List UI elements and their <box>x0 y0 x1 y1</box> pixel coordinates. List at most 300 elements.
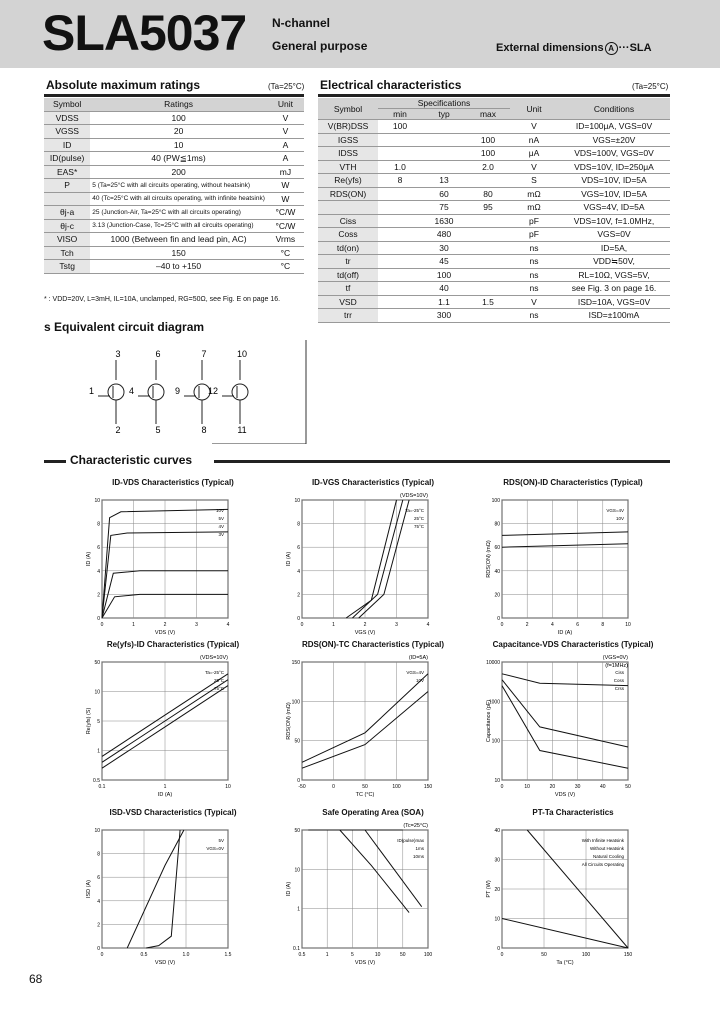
elec-typ <box>422 147 466 161</box>
abs-rating: 200 <box>90 165 267 179</box>
chart-8 <box>484 818 654 978</box>
x-tick-label: 1 <box>132 622 135 628</box>
elec-unit: ns <box>510 268 558 282</box>
elec-unit: mΩ <box>510 187 558 201</box>
elec-unit: mΩ <box>510 201 558 215</box>
y-tick-label: 0 <box>297 778 300 784</box>
elec-max: 80 <box>466 187 510 201</box>
elec-max <box>466 120 510 134</box>
chart-title: RDS(ON)-TC Characteristics (Typical) <box>301 640 445 649</box>
y-axis-label: RDS(ON) (mΩ) <box>286 702 292 740</box>
abs-rating: 20 <box>90 125 267 139</box>
y-tick-label: 100 <box>491 498 500 504</box>
elec-conditions: ISD=±100mA <box>558 309 670 323</box>
legend-label: Without Heatsink <box>589 846 624 851</box>
x-tick-label: 4 <box>226 622 230 628</box>
purpose: General purpose <box>272 39 368 53</box>
y-tick-label: 30 <box>494 857 500 864</box>
legend-label: 25°C <box>413 516 424 521</box>
y-tick-label: 10000 <box>486 660 500 666</box>
elec-row <box>318 174 670 188</box>
x-tick-label: 50 <box>625 784 631 790</box>
elec-typ: 1630 <box>422 214 466 228</box>
legend-label: ID(pulse)max <box>397 838 424 843</box>
elec-symbol: trr <box>318 309 378 323</box>
elec-min <box>378 228 422 242</box>
chart-curve <box>502 686 628 769</box>
x-tick-label: 0.5 <box>140 952 148 958</box>
abs-unit: mJ <box>267 165 304 179</box>
elec-conditions: ID=100μA, VGS=0V <box>558 120 670 134</box>
abs-symbol: ID(pulse) <box>44 152 90 166</box>
elec-symbol: td(off) <box>318 268 378 282</box>
x-tick-label: 10 <box>625 622 631 628</box>
chart-0 <box>84 488 254 648</box>
legend-label: VGS=0V <box>206 846 224 851</box>
page-number: 68 <box>29 972 43 986</box>
x-tick-label: 2 <box>163 622 167 628</box>
x-axis-label: TC (°C) <box>355 792 375 798</box>
y-tick-label: 10 <box>94 828 100 834</box>
elec-row <box>318 295 670 309</box>
elec-symbol: IGSS <box>318 133 378 147</box>
y-tick-label: 8 <box>297 521 300 528</box>
chart-curve <box>502 544 628 548</box>
elec-conditions: ID=5A, <box>558 241 670 255</box>
elec-conditions: VDS=10V, ID=250μA <box>558 160 670 174</box>
abs-rating: 150 <box>90 246 267 260</box>
elec-row <box>318 120 670 134</box>
elec-symbol: Coss <box>318 228 378 242</box>
elec-table <box>318 98 670 323</box>
chart-curve <box>502 680 628 747</box>
y-tick-label: 0.5 <box>93 778 100 784</box>
elec-typ: 300 <box>422 309 466 323</box>
abs-symbol: Tstg <box>44 260 90 274</box>
abs-max-condition: (Ta=25°C) <box>268 82 305 91</box>
x-tick-label: 0 <box>500 784 504 790</box>
y-axis-label: ID (A) <box>286 551 292 567</box>
elec-max <box>466 309 510 323</box>
elec-row <box>318 160 670 174</box>
elec-unit: pF <box>510 214 558 228</box>
x-tick-label: 0 <box>300 622 304 628</box>
chart-curve <box>359 500 409 618</box>
x-tick-label: 1.0 <box>182 952 190 958</box>
y-tick-label: 10 <box>94 689 100 696</box>
x-tick-label: 10 <box>225 784 231 790</box>
x-tick-label: 150 <box>423 784 433 790</box>
abs-symbol: ID <box>44 138 90 152</box>
legend-label: Natural Cooling <box>592 854 624 859</box>
elec-head-symbol: Symbol <box>318 98 378 120</box>
abs-rating: 1000 (Between fin and lead pin, AC) <box>90 233 267 247</box>
y-tick-label: 0 <box>497 616 500 622</box>
elec-unit: ns <box>510 241 558 255</box>
elec-conditions: VGS=10V, ID=5A <box>558 187 670 201</box>
x-tick-label: 1 <box>325 952 329 958</box>
elec-unit: V <box>510 120 558 134</box>
circle-a-icon: A <box>605 42 618 55</box>
y-tick-label: 20 <box>494 887 500 893</box>
x-tick-label: 30 <box>574 784 581 790</box>
chart-condition: (VGS=0V) <box>602 655 628 661</box>
legend-label: 3V <box>218 532 224 537</box>
elec-typ: 40 <box>422 282 466 296</box>
chart-condition-2: (f=1MHz) <box>605 663 628 669</box>
y-tick-label: 1 <box>97 748 100 755</box>
abs-max-row <box>44 179 304 193</box>
elec-max: 95 <box>466 201 510 215</box>
y-axis-label: Capacitance (pF) <box>486 699 492 743</box>
abs-unit: °C/W <box>267 206 304 220</box>
legend-label: Ta=-25°C <box>405 508 424 513</box>
elec-conditions: VGS=4V, ID=5A <box>558 201 670 215</box>
elec-typ <box>422 120 466 134</box>
chart-condition: (VDS=10V) <box>400 493 428 499</box>
elec-typ: 100 <box>422 268 466 282</box>
elec-row <box>318 133 670 147</box>
abs-rating: 40 (Tc=25°C with all circuits operating, with infinite heatsink) <box>90 192 267 206</box>
y-tick-label: 80 <box>494 521 500 528</box>
legend-label: 1ms <box>415 846 424 851</box>
y-tick-label: 10 <box>294 498 300 504</box>
y-tick-label: 60 <box>494 545 500 552</box>
elec-symbol: V(BR)DSS <box>318 120 378 134</box>
y-tick-label: 6 <box>97 545 100 552</box>
x-tick-label: 2 <box>363 622 367 628</box>
elec-symbol: VSD <box>318 295 378 309</box>
x-tick-label: -50 <box>298 784 306 790</box>
abs-rating: 40 (PW≦1ms) <box>90 152 267 166</box>
legend-label: All Circuits Operating <box>581 862 624 867</box>
x-axis-label: VGS (V) <box>354 630 376 636</box>
legend-label: 10V <box>415 678 424 683</box>
elec-symbol: IDSS <box>318 147 378 161</box>
elec-min: 100 <box>378 120 422 134</box>
y-tick-label: 50 <box>94 660 100 666</box>
legend-label: Ciss <box>615 670 624 675</box>
elec-row <box>318 309 670 323</box>
legend-label: VGS=4V <box>606 508 624 513</box>
elec-symbol: tf <box>318 282 378 296</box>
x-tick-label: 1.5 <box>224 952 232 958</box>
plot-frame <box>502 662 628 780</box>
elec-min <box>378 255 422 269</box>
y-tick-label: 2 <box>97 592 100 599</box>
legend-label: Crss <box>614 686 624 691</box>
abs-max-row <box>44 165 304 179</box>
elec-row <box>318 187 670 201</box>
elec-conditions: VDD≒50V, <box>558 255 670 269</box>
x-tick-label: 150 <box>623 952 633 958</box>
x-tick-label: 0 <box>100 952 104 958</box>
elec-unit: ns <box>510 282 558 296</box>
curves-rule-right <box>214 460 670 463</box>
elec-max: 1.5 <box>466 295 510 309</box>
elec-rule <box>318 94 670 97</box>
x-tick-label: 1 <box>163 784 167 790</box>
elec-head-unit: Unit <box>510 98 558 120</box>
y-tick-label: 0 <box>497 946 500 952</box>
elec-max: 100 <box>466 133 510 147</box>
legend-label: With Infinite Heatsink <box>581 838 624 843</box>
elec-symbol: Ciss <box>318 214 378 228</box>
abs-symbol: VGSS <box>44 125 90 139</box>
elec-unit: nA <box>510 133 558 147</box>
abs-symbol: P <box>44 179 90 193</box>
elec-max <box>466 214 510 228</box>
abs-symbol <box>44 192 90 206</box>
y-tick-label: 2 <box>297 592 300 599</box>
mosfet-symbol <box>232 384 248 400</box>
elec-unit: pF <box>510 228 558 242</box>
chart-7 <box>284 818 454 978</box>
elec-row <box>318 228 670 242</box>
y-tick-label: 0.1 <box>293 946 300 952</box>
y-tick-label: 0 <box>297 616 300 622</box>
x-tick-label: 50 <box>541 952 547 958</box>
top-pin-label: 6 <box>155 349 161 359</box>
elec-min: 1.0 <box>378 160 422 174</box>
y-tick-label: 4 <box>97 568 100 575</box>
abs-max-title: Absolute maximum ratings <box>46 78 201 92</box>
elec-head-spec: Specifications <box>378 98 510 109</box>
abs-unit: V <box>267 125 304 139</box>
abs-max-row <box>44 219 304 233</box>
elec-symbol: Re(yfs) <box>318 174 378 188</box>
abs-head-ratings: Ratings <box>90 98 267 111</box>
elec-min <box>378 147 422 161</box>
abs-max-row <box>44 192 304 206</box>
elec-symbol: RDS(ON) <box>318 187 378 201</box>
bottom-pin-label: 5 <box>155 425 161 435</box>
legend-label: 10V <box>615 516 624 521</box>
legend-label: Ta=-25°C <box>205 670 224 675</box>
elec-row <box>318 241 670 255</box>
elec-row <box>318 214 670 228</box>
legend-label: VGS=4V <box>406 670 424 675</box>
elec-min <box>378 295 422 309</box>
chart-3 <box>84 650 254 810</box>
x-tick-label: 50 <box>400 952 406 958</box>
chart-6 <box>84 818 254 978</box>
elec-conditions: VDS=10V, f=1.0MHz, <box>558 214 670 228</box>
x-axis-label: Ta (°C) <box>556 960 574 966</box>
left-pin-label: 9 <box>174 386 180 396</box>
bottom-pin-label: 8 <box>201 425 207 435</box>
elec-max <box>466 241 510 255</box>
y-axis-label: Re(yfs) (S) <box>86 707 92 735</box>
elec-max: 2.0 <box>466 160 510 174</box>
chart-5 <box>484 650 654 810</box>
y-tick-label: 0 <box>97 616 100 622</box>
abs-unit: A <box>267 152 304 166</box>
package-label: ···SLA <box>618 42 652 54</box>
y-tick-label: 40 <box>494 828 500 834</box>
top-pin-label: 10 <box>236 349 248 359</box>
elec-head-conditions: Conditions <box>558 98 670 120</box>
top-pin-label: 7 <box>201 349 207 359</box>
left-pin-label: 1 <box>88 386 94 396</box>
y-tick-label: 150 <box>291 660 300 666</box>
elec-row <box>318 282 670 296</box>
elec-conditions: RL=10Ω, VGS=5V, <box>558 268 670 282</box>
y-axis-label: ID (A) <box>286 881 292 897</box>
mosfet-symbol <box>108 384 124 400</box>
chart-condition: (Tc=25°C) <box>403 823 428 829</box>
x-tick-label: 4 <box>551 622 554 628</box>
x-tick-label: 0 <box>500 622 504 628</box>
elec-min <box>378 241 422 255</box>
abs-max-row <box>44 152 304 166</box>
chart-2 <box>484 488 654 648</box>
abs-symbol: θj-c <box>44 219 90 233</box>
y-tick-label: 1 <box>297 906 300 913</box>
x-axis-label: ID (A) <box>557 630 573 636</box>
elec-typ <box>422 160 466 174</box>
legend-label: 10V <box>215 508 224 513</box>
x-tick-label: 50 <box>362 784 368 790</box>
elec-max <box>466 228 510 242</box>
left-pin-label: 12 <box>207 386 218 396</box>
x-tick-label: 10 <box>374 952 381 958</box>
abs-rating: 3.13 (Junction-Case, Tc=25°C with all circuits operating) <box>90 219 267 233</box>
elec-typ: 60 <box>422 187 466 201</box>
abs-symbol: VDSS <box>44 111 90 125</box>
x-tick-label: 10 <box>524 784 530 790</box>
x-axis-label: VDS (V) <box>354 960 376 966</box>
elec-max <box>466 255 510 269</box>
elec-min <box>378 214 422 228</box>
elec-min: 8 <box>378 174 422 188</box>
elec-typ: 75 <box>422 201 466 215</box>
elec-row <box>318 147 670 161</box>
elec-typ: 480 <box>422 228 466 242</box>
chart-title: ISD-VSD Characteristics (Typical) <box>109 808 237 817</box>
x-tick-label: 4 <box>426 622 430 628</box>
abs-unit: Vrms <box>267 233 304 247</box>
legend-label: 5V <box>218 838 224 843</box>
abs-symbol: EAS* <box>44 165 90 179</box>
abs-rating: 25 (Junction-Air, Ta=25°C with all circuits operating) <box>90 206 267 220</box>
elec-head-max: max <box>466 109 510 120</box>
y-tick-label: 10 <box>494 778 500 784</box>
elec-symbol: td(on) <box>318 241 378 255</box>
y-tick-label: 6 <box>297 545 300 552</box>
elec-unit: V <box>510 160 558 174</box>
elec-unit: ns <box>510 309 558 323</box>
elec-typ: 30 <box>422 241 466 255</box>
curves-rule-left <box>44 460 66 463</box>
x-tick-label: 2 <box>525 622 529 628</box>
abs-head-unit: Unit <box>267 98 304 111</box>
chart-curve <box>502 532 628 536</box>
x-tick-label: 0.5 <box>298 952 306 958</box>
elec-condition: (Ta=25°C) <box>632 82 669 91</box>
x-tick-label: 0 <box>500 952 504 958</box>
legend-label: 75°C <box>413 524 424 529</box>
y-tick-label: 1000 <box>488 699 500 706</box>
elec-conditions: VGS=±20V <box>558 133 670 147</box>
x-tick-label: 40 <box>600 784 606 790</box>
chart-title: Safe Operating Area (SOA) <box>322 808 424 817</box>
y-tick-label: 100 <box>491 738 500 745</box>
y-axis-label: RDS(ON) (mΩ) <box>486 540 492 578</box>
y-axis-label: ID (A) <box>86 551 92 567</box>
y-tick-label: 50 <box>294 738 300 745</box>
chart-title: Capacitance-VDS Characteristics (Typical) <box>492 640 654 649</box>
elec-unit: μA <box>510 147 558 161</box>
equiv-circuit-diagram <box>82 340 308 444</box>
y-tick-label: 6 <box>97 875 100 882</box>
y-tick-label: 0 <box>97 946 100 952</box>
chart-title: RDS(ON)-ID Characteristics (Typical) <box>503 478 643 487</box>
elec-title: Electrical characteristics <box>320 78 462 92</box>
chart-title: ID-VGS Characteristics (Typical) <box>311 478 435 487</box>
external-dimensions-label: External dimensions <box>496 42 604 54</box>
elec-row <box>318 201 670 215</box>
bottom-pin-label: 2 <box>115 425 121 435</box>
elec-symbol: VTH <box>318 160 378 174</box>
elec-symbol: tr <box>318 255 378 269</box>
elec-unit: S <box>510 174 558 188</box>
y-tick-label: 20 <box>494 592 500 599</box>
y-tick-label: 4 <box>297 568 300 575</box>
abs-rating: 100 <box>90 111 267 125</box>
legend-label: 75°C <box>213 686 224 691</box>
x-tick-label: 100 <box>581 952 591 958</box>
chart-title: ID-VDS Characteristics (Typical) <box>112 478 234 487</box>
legend-label: 4V <box>218 524 224 529</box>
elec-min <box>378 282 422 296</box>
y-tick-label: 8 <box>97 851 100 858</box>
y-tick-label: 40 <box>494 568 500 575</box>
abs-max-row <box>44 260 304 274</box>
elec-min <box>378 268 422 282</box>
x-tick-label: 20 <box>549 784 556 790</box>
abs-unit: °C <box>267 246 304 260</box>
curves-title: Characteristic curves <box>70 453 193 467</box>
elec-typ: 45 <box>422 255 466 269</box>
elec-conditions: VGS=0V <box>558 228 670 242</box>
abs-unit: W <box>267 192 304 206</box>
abs-max-row <box>44 125 304 139</box>
y-tick-label: 5 <box>97 719 100 725</box>
abs-max-rule <box>44 94 304 97</box>
y-tick-label: 2 <box>97 922 100 929</box>
elec-typ: 13 <box>422 174 466 188</box>
elec-row <box>318 268 670 282</box>
abs-unit: V <box>267 111 304 125</box>
abs-unit: A <box>267 138 304 152</box>
abs-unit: °C <box>267 260 304 274</box>
elec-head-typ: typ <box>422 109 466 120</box>
abs-max-row <box>44 111 304 125</box>
abs-symbol: VISO <box>44 233 90 247</box>
x-tick-label: 100 <box>392 784 401 790</box>
x-tick-label: 5 <box>351 952 354 958</box>
elec-conditions: VDS=100V, VGS=0V <box>558 147 670 161</box>
abs-rating: –40 to +150 <box>90 260 267 274</box>
chart-condition: (ID=5A) <box>408 655 428 661</box>
abs-rating: 10 <box>90 138 267 152</box>
legend-label: 10ms <box>412 854 424 859</box>
abs-max-table <box>44 98 304 274</box>
y-tick-label: 10 <box>294 867 300 874</box>
abs-symbol: Tch <box>44 246 90 260</box>
chart-curve <box>502 674 628 686</box>
